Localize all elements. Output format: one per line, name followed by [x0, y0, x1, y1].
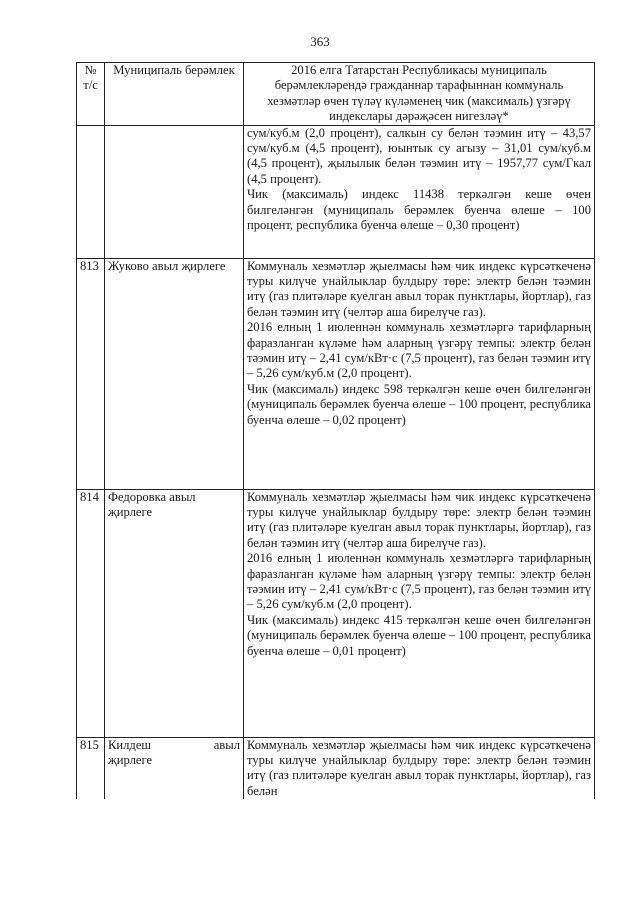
municipality-second-line: җирлеге	[108, 753, 153, 768]
table-header-row	[77, 63, 595, 126]
row-municipality	[105, 737, 244, 799]
row-number-cell	[77, 125, 105, 258]
paragraph: 2016 елның 1 июленнән коммуналь хезмәтләргә тарифларның фаразланган күләме һәм аларның үзгәрү темпы: электр белән тәэмин итү – 2,41 сум/кВт·с (7,5 процент), газ белән тәэмин итү – 5,26 сум/куб.м (2,0 процент).	[247, 320, 591, 381]
row-number: 813	[77, 258, 105, 489]
header-municipality: Муниципаль берәмлек	[105, 63, 244, 126]
municipality-name: Килдеш	[108, 737, 152, 752]
row-municipality-cell	[105, 125, 244, 258]
header-justification: 2016 елга Татарстан Республикасы муниципаль берәмлекләрендә гражданнар тарафыннан коммуналь хезмәтләр өчен түләү күләменең чик (максималь) үзгәрү индекслары дәрәҗәсен нигезләү*	[244, 63, 595, 126]
table-row	[77, 737, 595, 799]
indices-table	[76, 62, 595, 799]
paragraph: 2016 елның 1 июленнән коммуналь хезмәтләргә тарифларның фаразланган күләме һәм аларның үзгәрү темпы: электр белән тәэмин итү – 2,41 сум/кВт·с (7,5 процент), газ белән тәэмин итү – 5,26 сум/куб.м (2,0 процент).	[247, 551, 591, 612]
row-municipality: Федоровка авыл җирлеге	[105, 489, 244, 737]
paragraph: Коммуналь хезмәтләр җыелмасы һәм чик индекс күрсәткеченә туры килүче унайлыклар булдыру төре: электр белән тәэмин итү (газ плитәләре куелган авыл торак пунктлары, йортлар), газ белән тәэмин итү (челтәр аша бирелүче газ).	[247, 489, 591, 550]
row-text-cell	[244, 258, 595, 489]
paragraph: Коммуналь хезмәтләр җыелмасы һәм чик индекс күрсәткеченә туры килүче унайлыклар булдыру төре: электр белән тәэмин итү (газ плитәләре куелган авыл торак пунктлары, йортлар), газ белән тәэмин итү (челтәр аша бирелүче газ).	[247, 258, 591, 319]
row-text-cell	[244, 125, 595, 258]
table-row	[77, 258, 595, 489]
row-text-cell	[244, 737, 595, 799]
paragraph: Чик (максималь) индекс 415 теркәлгән кеше өчен билгеләнгән (муниципаль берәмлек буенча өлеше – 100 процент, республика буенча өлеше – 0,01 процент)	[247, 612, 591, 658]
page-number: 363	[310, 34, 330, 49]
row-municipality: Жуково авыл җирлеге	[105, 258, 244, 489]
table-row-continuation	[77, 125, 595, 258]
municipality-first-line	[108, 738, 240, 753]
paragraph: Чик (максималь) индекс 11438 теркәлгән кеше өчен билгеләнгән (муниципаль берәмлек буенча өлеше – 100 процент, республика буенча өлеше – 0,30 процент)	[247, 187, 591, 233]
paragraph: сум/куб.м (2,0 процент), салкын су белән тәэмин итү – 43,57 сум/куб.м (4,5 процент), юынтык су агызу – 31,01 сум/куб.м (4,5 процент), җылылык белән тәэмин итү – 1957,77 сум/Гкал (4,5 процент).	[247, 125, 591, 186]
paragraph: Коммуналь хезмәтләр җыелмасы һәм чик индекс күрсәткеченә туры килүче унайлыклар булдыру төре: электр белән тәэмин итү (газ плитәләре куелган авыл торак пунктлары, йортлар), газ белән	[247, 737, 591, 798]
row-number: 814	[77, 489, 105, 737]
table-row	[77, 489, 595, 737]
header-number: № т/с	[77, 63, 105, 126]
municipality-type: авыл	[213, 737, 240, 752]
row-number: 815	[77, 737, 105, 799]
row-text-cell	[244, 489, 595, 737]
paragraph: Чик (максималь) индекс 598 теркәлгән кеше өчен билгеләнгән (муниципаль берәмлек буенча өлеше – 100 процент, республика буенча өлеше – 0,02 процент)	[247, 381, 591, 427]
